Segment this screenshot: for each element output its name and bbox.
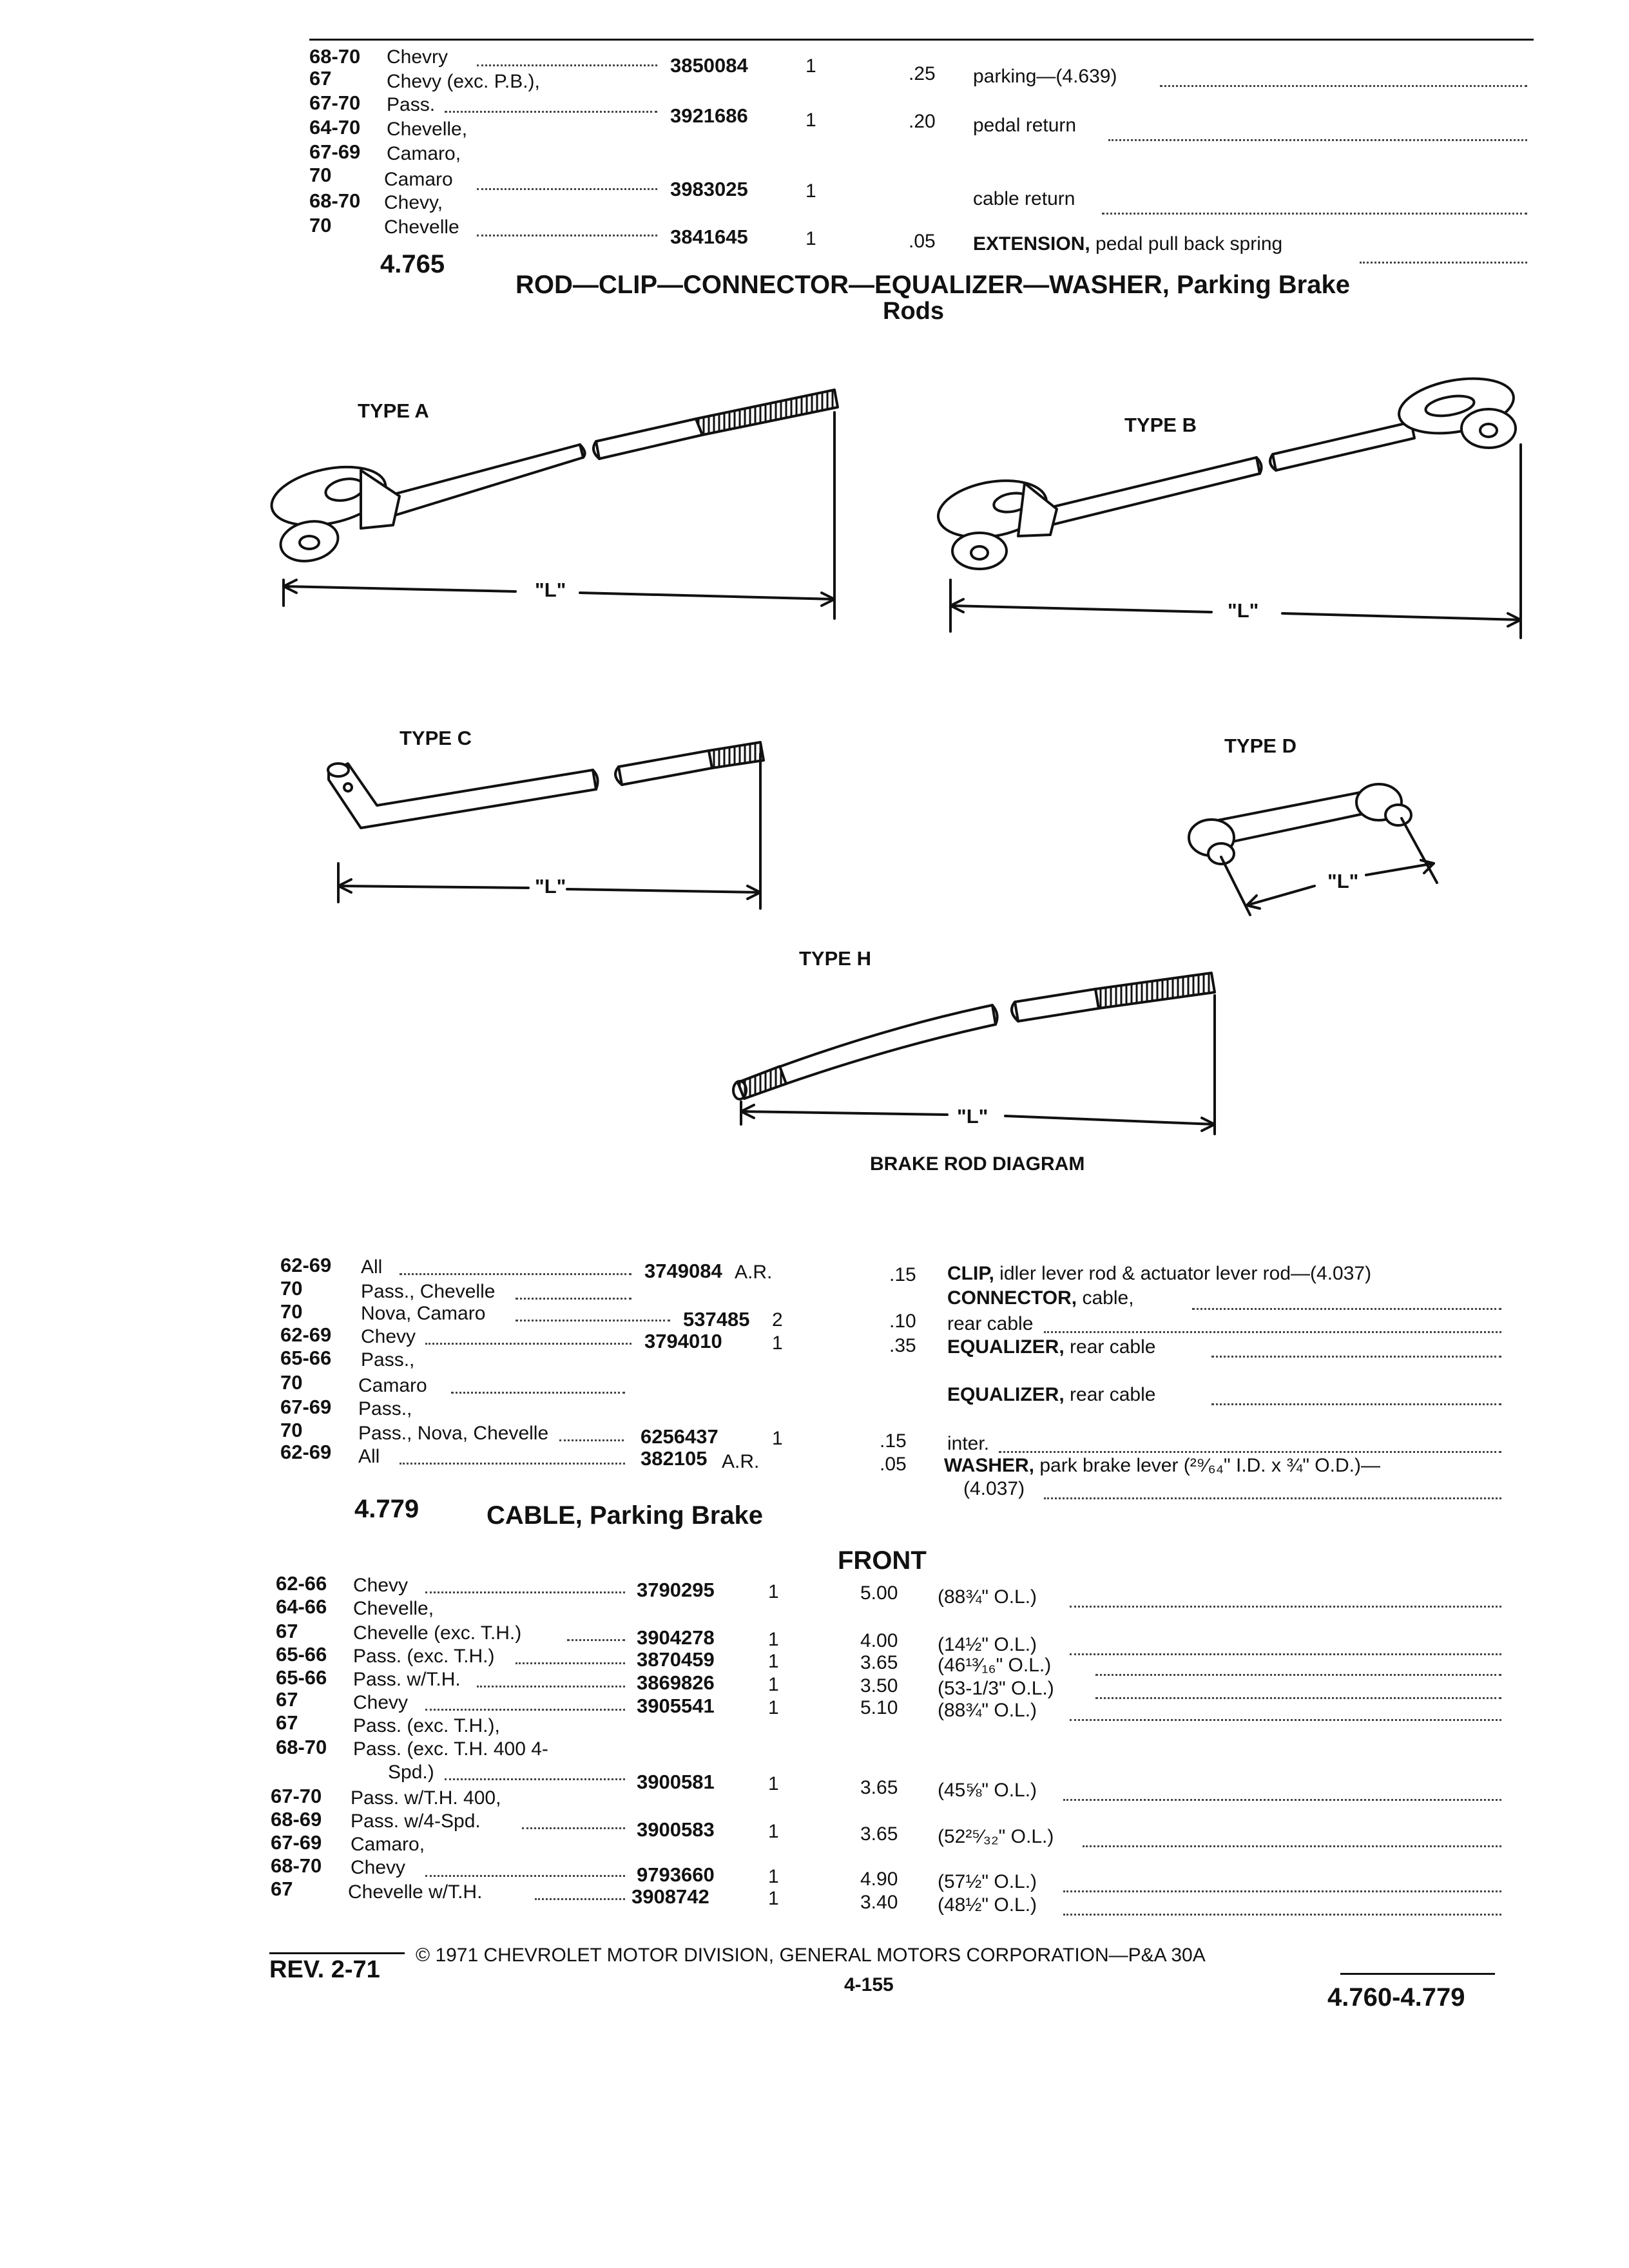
description: (88¾" O.L.) bbox=[938, 1700, 1037, 1721]
rod-type-d bbox=[1189, 784, 1437, 915]
model: Pass., bbox=[361, 1349, 415, 1370]
section-range: 4.760-4.779 bbox=[1327, 1983, 1465, 2012]
year: 67-69 bbox=[309, 140, 361, 163]
part-number: 3908742 bbox=[631, 1885, 709, 1908]
year: 68-70 bbox=[276, 1736, 327, 1758]
year: 67-69 bbox=[280, 1396, 332, 1418]
part-number: 3749084 bbox=[644, 1260, 722, 1282]
page-number: 4-155 bbox=[844, 1974, 894, 1995]
year: 62-69 bbox=[280, 1441, 332, 1463]
price: .25 bbox=[909, 63, 936, 84]
model: Camaro bbox=[384, 169, 453, 190]
description: EQUALIZER, rear cable bbox=[947, 1384, 1156, 1405]
part-number: 6256437 bbox=[641, 1425, 718, 1448]
model: All bbox=[358, 1446, 380, 1467]
type-b-label: TYPE B bbox=[1124, 414, 1197, 436]
description: inter. bbox=[947, 1433, 990, 1454]
description: (88¾" O.L.) bbox=[938, 1586, 1037, 1608]
revision: REV. 2-71 bbox=[269, 1956, 380, 1983]
year: 70 bbox=[280, 1419, 303, 1441]
price: 4.00 bbox=[860, 1630, 898, 1651]
type-d-label: TYPE D bbox=[1224, 735, 1296, 757]
year: 67-69 bbox=[271, 1831, 322, 1854]
part-number: 3900583 bbox=[637, 1818, 715, 1841]
description: (57½" O.L.) bbox=[938, 1871, 1037, 1892]
price: 3.65 bbox=[860, 1652, 898, 1673]
model: Camaro, bbox=[387, 143, 461, 164]
section-title: CABLE, Parking Brake bbox=[487, 1501, 764, 1530]
quantity: 1 bbox=[768, 1866, 779, 1887]
section-title: ROD—CLIP—CONNECTOR—EQUALIZER—WASHER, Parking Brake bbox=[516, 271, 1350, 299]
quantity: 1 bbox=[768, 1697, 779, 1718]
model: Chevelle (exc. T.H.) bbox=[353, 1622, 522, 1644]
diagram-caption: BRAKE ROD DIAGRAM bbox=[870, 1153, 1085, 1175]
year: 64-66 bbox=[276, 1595, 327, 1618]
type-c-label: TYPE C bbox=[400, 727, 472, 749]
part-number: 3869826 bbox=[637, 1671, 715, 1694]
year: 62-69 bbox=[280, 1323, 332, 1346]
year: 68-70 bbox=[309, 189, 361, 212]
model: Pass. w/T.H. bbox=[353, 1669, 461, 1690]
type-a-label: TYPE A bbox=[358, 399, 429, 422]
quantity: 2 bbox=[772, 1309, 783, 1331]
year: 70 bbox=[280, 1277, 303, 1300]
price: .10 bbox=[889, 1311, 916, 1332]
model: Pass. w/4-Spd. bbox=[351, 1811, 481, 1832]
model: Nova, Camaro bbox=[361, 1303, 486, 1324]
price: .05 bbox=[880, 1454, 907, 1475]
dimension-l-c: "L" bbox=[535, 875, 566, 898]
year: 67 bbox=[271, 1878, 293, 1900]
part-number: 3794010 bbox=[644, 1330, 722, 1352]
year: 65-66 bbox=[276, 1643, 327, 1666]
price: 3.65 bbox=[860, 1777, 898, 1798]
price: 3.40 bbox=[860, 1892, 898, 1913]
part-number: 3921686 bbox=[670, 104, 748, 127]
description: (53-1/3" O.L.) bbox=[938, 1678, 1054, 1699]
model: Chevelle bbox=[384, 216, 459, 238]
part-number: 9793660 bbox=[637, 1863, 715, 1886]
dimension-l-h: "L" bbox=[957, 1105, 988, 1128]
price: 4.90 bbox=[860, 1869, 898, 1890]
model: Pass., bbox=[358, 1398, 412, 1419]
model: Camaro bbox=[358, 1375, 427, 1396]
year: 62-66 bbox=[276, 1572, 327, 1595]
part-number: 3850084 bbox=[670, 54, 748, 77]
type-h-label: TYPE H bbox=[799, 947, 871, 970]
description: (48½" O.L.) bbox=[938, 1894, 1037, 1916]
year: 64-70 bbox=[309, 116, 361, 139]
part-number: 3900581 bbox=[637, 1771, 715, 1793]
quantity: 1 bbox=[805, 228, 816, 249]
quantity: 1 bbox=[768, 1581, 779, 1602]
model: Spd.) bbox=[388, 1762, 434, 1783]
year: 70 bbox=[309, 214, 332, 236]
price: 3.65 bbox=[860, 1823, 898, 1845]
description: CLIP, idler lever rod & actuator lever rod—(4.037) bbox=[947, 1263, 1372, 1284]
year: 65-66 bbox=[276, 1666, 327, 1689]
year: 68-70 bbox=[271, 1854, 322, 1877]
quantity: 1 bbox=[768, 1821, 779, 1842]
copyright: © 1971 CHEVROLET MOTOR DIVISION, GENERAL MOTORS CORPORATION—P&A 30A bbox=[416, 1945, 1206, 1966]
model: Pass. (exc. T.H.), bbox=[353, 1715, 500, 1736]
year: 70 bbox=[280, 1371, 303, 1394]
description: CONNECTOR, cable, bbox=[947, 1287, 1134, 1309]
description: parking—(4.639) bbox=[973, 66, 1117, 87]
model: Pass., Nova, Chevelle bbox=[358, 1423, 549, 1444]
description: WASHER, park brake lever (²⁹⁄₆₄" I.D. x ¾" O.D.)— bbox=[944, 1455, 1380, 1476]
year: 62-69 bbox=[280, 1254, 332, 1276]
quantity: A.R. bbox=[735, 1262, 773, 1283]
model: All bbox=[361, 1256, 383, 1278]
model: Chevy bbox=[351, 1857, 406, 1878]
description: (52²⁵⁄₃₂" O.L.) bbox=[938, 1826, 1054, 1847]
year: 70 bbox=[280, 1300, 303, 1323]
model: Pass. bbox=[387, 94, 436, 115]
price: 5.00 bbox=[860, 1582, 898, 1604]
model: Chevy bbox=[353, 1575, 409, 1596]
quantity: 1 bbox=[772, 1332, 783, 1354]
quantity: 1 bbox=[768, 1773, 779, 1794]
part-number: 3983025 bbox=[670, 178, 748, 200]
dimension-l-d: "L" bbox=[1327, 870, 1359, 892]
model: Pass. (exc. T.H. 400 4- bbox=[353, 1738, 548, 1760]
description: (14½" O.L.) bbox=[938, 1634, 1037, 1655]
part-number: 3841645 bbox=[670, 226, 748, 248]
quantity: A.R. bbox=[722, 1451, 760, 1472]
year: 68-70 bbox=[309, 45, 361, 68]
year: 67 bbox=[276, 1711, 298, 1734]
part-number: 537485 bbox=[683, 1308, 750, 1331]
model: Chevy, bbox=[384, 192, 443, 213]
rod-type-b bbox=[934, 370, 1521, 638]
dimension-l-a: "L" bbox=[535, 579, 566, 601]
price: .20 bbox=[909, 111, 936, 132]
description: (46¹³⁄₁₆" O.L.) bbox=[938, 1655, 1052, 1676]
quantity: 1 bbox=[768, 1674, 779, 1695]
section-number: 4.779 bbox=[354, 1495, 419, 1523]
model: Chevy (exc. P.B.), bbox=[387, 71, 540, 92]
quantity: 1 bbox=[772, 1428, 783, 1449]
section-number: 4.765 bbox=[380, 250, 445, 278]
quantity: 1 bbox=[805, 110, 816, 131]
price: 5.10 bbox=[860, 1697, 898, 1718]
year: 65-66 bbox=[280, 1347, 332, 1369]
description: pedal return bbox=[973, 115, 1077, 136]
part-number: 3904278 bbox=[637, 1626, 715, 1649]
model: Pass. (exc. T.H.) bbox=[353, 1646, 495, 1667]
price: .35 bbox=[889, 1335, 916, 1356]
model: Pass. w/T.H. 400, bbox=[351, 1787, 501, 1809]
year: 67-70 bbox=[271, 1785, 322, 1807]
model: Chevy bbox=[361, 1326, 416, 1347]
quantity: 1 bbox=[768, 1651, 779, 1672]
description: (4.037) bbox=[963, 1478, 1025, 1499]
year: 70 bbox=[309, 164, 332, 186]
part-number: 382105 bbox=[641, 1447, 708, 1470]
price: 3.50 bbox=[860, 1675, 898, 1696]
description: rear cable bbox=[947, 1313, 1034, 1334]
quantity: 1 bbox=[768, 1629, 779, 1650]
front-heading: FRONT bbox=[838, 1546, 927, 1575]
description: EQUALIZER, rear cable bbox=[947, 1336, 1156, 1358]
description: EXTENSION, pedal pull back spring bbox=[973, 233, 1283, 255]
quantity: 1 bbox=[805, 180, 816, 202]
quantity: 1 bbox=[805, 55, 816, 77]
description: cable return bbox=[973, 188, 1075, 209]
part-number: 3870459 bbox=[637, 1648, 715, 1671]
year: 67 bbox=[276, 1620, 298, 1642]
year: 67-70 bbox=[309, 91, 361, 114]
part-number: 3790295 bbox=[637, 1579, 715, 1601]
model: Chevry bbox=[387, 46, 448, 68]
model: Pass., Chevelle bbox=[361, 1281, 496, 1302]
year: 68-69 bbox=[271, 1808, 322, 1831]
quantity: 1 bbox=[768, 1888, 779, 1909]
model: Camaro, bbox=[351, 1834, 425, 1855]
model: Chevelle, bbox=[387, 119, 468, 140]
price: .15 bbox=[880, 1430, 907, 1452]
year: 67 bbox=[309, 67, 332, 90]
model: Chevy bbox=[353, 1692, 409, 1713]
price: .05 bbox=[909, 231, 936, 252]
part-number: 3905541 bbox=[637, 1695, 715, 1717]
model: Chevelle, bbox=[353, 1598, 434, 1619]
year: 67 bbox=[276, 1688, 298, 1711]
model: Chevelle w/T.H. bbox=[348, 1881, 483, 1903]
price: .15 bbox=[889, 1264, 916, 1285]
section-subtitle: Rods bbox=[883, 298, 944, 325]
description: (45⅝" O.L.) bbox=[938, 1780, 1037, 1801]
dimension-l-b: "L" bbox=[1228, 599, 1259, 622]
